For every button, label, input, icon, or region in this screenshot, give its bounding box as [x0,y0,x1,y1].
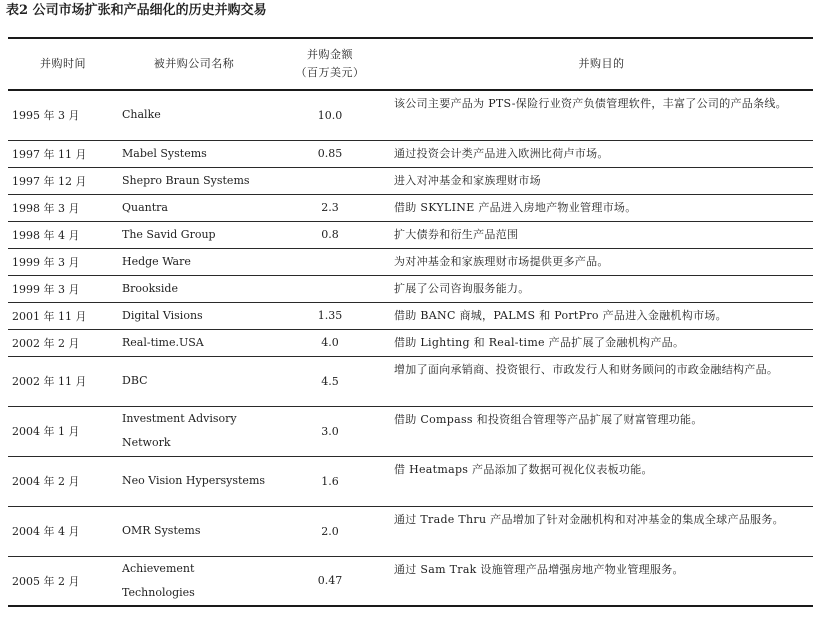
cell-time: 1997 年 12 月 [8,167,118,194]
cell-time: 2002 年 2 月 [8,329,118,356]
cell-company: Investment Advisory Network [118,406,270,456]
header-amount [270,38,390,90]
cell-purpose: 该公司主要产品为 PTS-保险行业资产负债管理软件，丰富了公司的产品条线。 [390,90,813,140]
cell-company: Neo Vision Hypersystems [118,456,270,506]
cell-amount: 2.3 [270,194,390,221]
cell-time: 2004 年 2 月 [8,456,118,506]
table-row [8,275,813,302]
cell-time: 1998 年 3 月 [8,194,118,221]
cell-time: 1997 年 11 月 [8,140,118,167]
cell-company: Quantra [118,194,270,221]
cell-company: Brookside [118,275,270,302]
cell-purpose: 借助 Lighting 和 Real-time 产品扩展了金融机构产品。 [390,329,813,356]
cell-company: Digital Visions [118,302,270,329]
cell-time: 1998 年 4 月 [8,221,118,248]
cell-time: 1999 年 3 月 [8,248,118,275]
cell-time: 1999 年 3 月 [8,275,118,302]
cell-amount: 0.8 [270,221,390,248]
cell-amount: 3.0 [270,406,390,456]
cell-company: Achievement Technologies [118,556,270,606]
cell-purpose: 进入对冲基金和家族理财市场 [390,167,813,194]
cell-time: 2001 年 11 月 [8,302,118,329]
cell-purpose: 借助 Compass 和投资组合管理等产品扩展了财富管理功能。 [390,406,813,456]
table-row [8,302,813,329]
table-row [8,194,813,221]
table-row [8,90,813,140]
header-amount-line1: 并购金额 [307,48,353,61]
cell-purpose: 通过 Sam Trak 设施管理产品增强房地产物业管理服务。 [390,556,813,606]
cell-purpose: 借助 SKYLINE 产品进入房地产物业管理市场。 [390,194,813,221]
cell-purpose: 扩展了公司咨询服务能力。 [390,275,813,302]
cell-company: Mabel Systems [118,140,270,167]
cell-company: Shepro Braun Systems [118,167,270,194]
cell-purpose: 扩大债券和衍生产品范围 [390,221,813,248]
cell-company: Real-time.USA [118,329,270,356]
table-caption: 表2 公司市场扩张和产品细化的历史并购交易 [6,3,267,18]
cell-amount: 1.35 [270,302,390,329]
cell-purpose: 通过投资会计类产品进入欧洲比荷卢市场。 [390,140,813,167]
cell-company: Chalke [118,90,270,140]
table-row [8,221,813,248]
cell-time: 2002 年 11 月 [8,356,118,406]
cell-purpose: 为对冲基金和家族理财市场提供更多产品。 [390,248,813,275]
cell-amount: 2.0 [270,506,390,556]
acquisitions-table [8,37,813,607]
table-header-row [8,38,813,90]
cell-company: Hedge Ware [118,248,270,275]
table-row [8,248,813,275]
header-amount-line2: （百万美元） [295,66,365,79]
cell-purpose: 增加了面向承销商、投资银行、市政发行人和财务顾问的市政金融结构产品。 [390,356,813,406]
cell-purpose: 通过 Trade Thru 产品增加了针对金融机构和对冲基金的集成全球产品服务。 [390,506,813,556]
table-row [8,329,813,356]
cell-amount [270,167,390,194]
table-row [8,356,813,406]
cell-time: 2005 年 2 月 [8,556,118,606]
cell-purpose: 借助 BANC 商城，PALMS 和 PortPro 产品进入金融机构市场。 [390,302,813,329]
header-purpose: 并购目的 [390,38,813,90]
cell-amount: 4.5 [270,356,390,406]
table-row [8,140,813,167]
cell-time: 2004 年 1 月 [8,406,118,456]
cell-company: OMR Systems [118,506,270,556]
cell-amount [270,248,390,275]
table-row [8,506,813,556]
cell-amount: 0.85 [270,140,390,167]
cell-company: The Savid Group [118,221,270,248]
cell-purpose: 借 Heatmaps 产品添加了数据可视化仪表板功能。 [390,456,813,506]
table-row [8,167,813,194]
header-time: 并购时间 [8,38,118,90]
cell-amount [270,275,390,302]
table-row [8,556,813,606]
table-row [8,456,813,506]
cell-amount: 10.0 [270,90,390,140]
cell-time: 2004 年 4 月 [8,506,118,556]
cell-company: DBC [118,356,270,406]
cell-amount: 4.0 [270,329,390,356]
cell-time: 1995 年 3 月 [8,90,118,140]
table-row [8,406,813,456]
cell-amount: 0.47 [270,556,390,606]
cell-amount: 1.6 [270,456,390,506]
header-company: 被并购公司名称 [118,38,270,90]
